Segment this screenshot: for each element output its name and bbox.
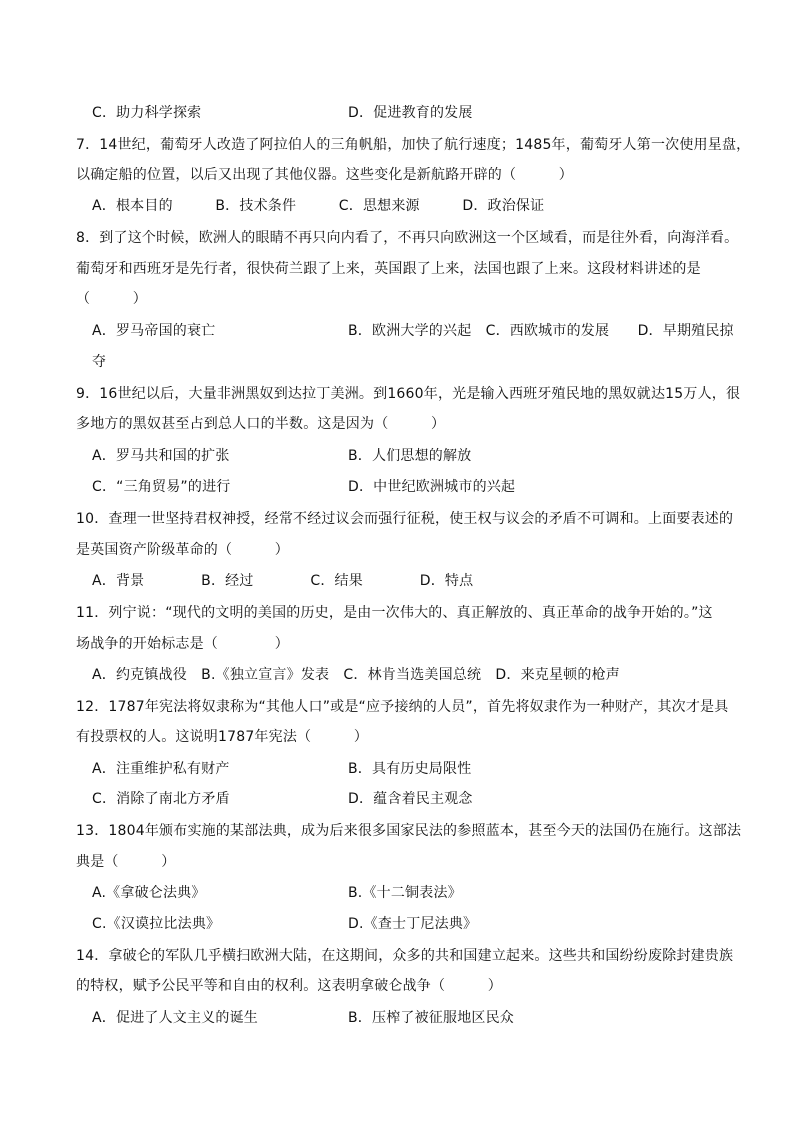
question-text-line: 11．列宁说：“现代的文明的美国的历史，是由一次伟大的、真正解放的、真正革命的战争开始的。”这 <box>76 605 713 621</box>
question-text-line: 的特权，赋予公民平等和自由的权利。这表明拿破仑战争（ ） <box>76 978 502 994</box>
option-row: A．根本目的 B．技术条件 C．思想来源 D．政治保证 <box>92 198 545 214</box>
question-text-line: 10．查理一世坚持君权神授，经常不经过议会而强行征税，使王权与议会的矛盾不可调和。上面要表述的 <box>76 511 734 527</box>
question-text-line: 场战争的开始标志是（ ） <box>76 636 289 652</box>
option-right: B．压榨了被征服地区民众 <box>348 1010 515 1026</box>
option-left: C．“三角贸易”的进行 <box>92 479 231 495</box>
option-left: A．促进了人文主义的诞生 <box>92 1010 258 1026</box>
option-left: A．罗马帝国的衰亡 <box>92 323 216 339</box>
question-text-line: 是英国资产阶级革命的（ ） <box>76 542 289 558</box>
option-right: B．欧洲大学的兴起 C．西欧城市的发展 D．早期殖民掠 <box>348 323 734 339</box>
option-left: C.《汉谟拉比法典》 <box>92 916 221 932</box>
option-left: A．罗马共和国的扩张 <box>92 448 230 464</box>
question-text-line: 8．到了这个时候，欧洲人的眼睛不再只向内看了，不再只向欧洲这一个区域看，而是往外看，向海洋看。 <box>76 230 739 246</box>
option-left: A．注重维护私有财产 <box>92 761 230 777</box>
option-left: C．助力科学探索 <box>92 105 202 121</box>
question-text-line: 多地方的黑奴甚至占到总人口的半数。这是因为（ ） <box>76 416 446 432</box>
question-text-line: 12．1787年宪法将奴隶称为“其他人口”或是“应予接纳的人员”，首先将奴隶作为一种财产，其次才是具 <box>76 699 729 715</box>
question-text-line: （ ） <box>76 291 147 307</box>
question-text-line: 14．拿破仑的军队几乎横扫欧洲大陆，在这期间，众多的共和国建立起来。这些共和国纷纷废除封建贵族 <box>76 948 734 964</box>
option-left: A.《拿破仑法典》 <box>92 885 206 901</box>
option-right: D．蕴含着民主观念 <box>348 791 473 807</box>
question-text-line: 9．16世纪以后，大量非洲黑奴到达拉丁美洲。到1660年，光是输入西班牙殖民地的黑奴就达15万人，很 <box>76 386 741 402</box>
question-text-line: 有投票权的人。这说明1787年宪法（ ） <box>76 729 369 745</box>
option-right: D.《查士丁尼法典》 <box>348 916 478 932</box>
option-right: D．促进教育的发展 <box>348 105 473 121</box>
question-text-line: 以确定船的位置，以后又出现了其他仪器。这些变化是新航路开辟的（ ） <box>76 167 573 183</box>
question-text-line: 13．1804年颁布实施的某部法典，成为后来很多国家民法的参照蓝本，甚至今天的法国仍在施行。这部法 <box>76 823 742 839</box>
question-text-line: 典是（ ） <box>76 854 176 870</box>
option-right: B．人们思想的解放 <box>348 448 472 464</box>
question-text-line: 7．14世纪，葡萄牙人改造了阿拉伯人的三角帆船，加快了航行速度；1485年，葡萄牙人第一次使用星盘， <box>76 137 751 153</box>
option-continuation: 夺 <box>92 354 107 370</box>
option-row: A．约克镇战役 B.《独立宣言》发表 C．林肯当选美国总统 D．来克星顿的枪声 <box>92 667 620 683</box>
question-text-line: 葡萄牙和西班牙是先行者，很快荷兰跟了上来，英国跟了上来，法国也跟了上来。这段材料讲述的是 <box>76 261 701 277</box>
option-left: C．消除了南北方矛盾 <box>92 791 230 807</box>
option-right: B．具有历史局限性 <box>348 761 472 777</box>
option-right: B.《十二铜表法》 <box>348 885 462 901</box>
option-row: A．背景 B．经过 C．结果 D．特点 <box>92 573 474 589</box>
option-right: D．中世纪欧洲城市的兴起 <box>348 479 516 495</box>
